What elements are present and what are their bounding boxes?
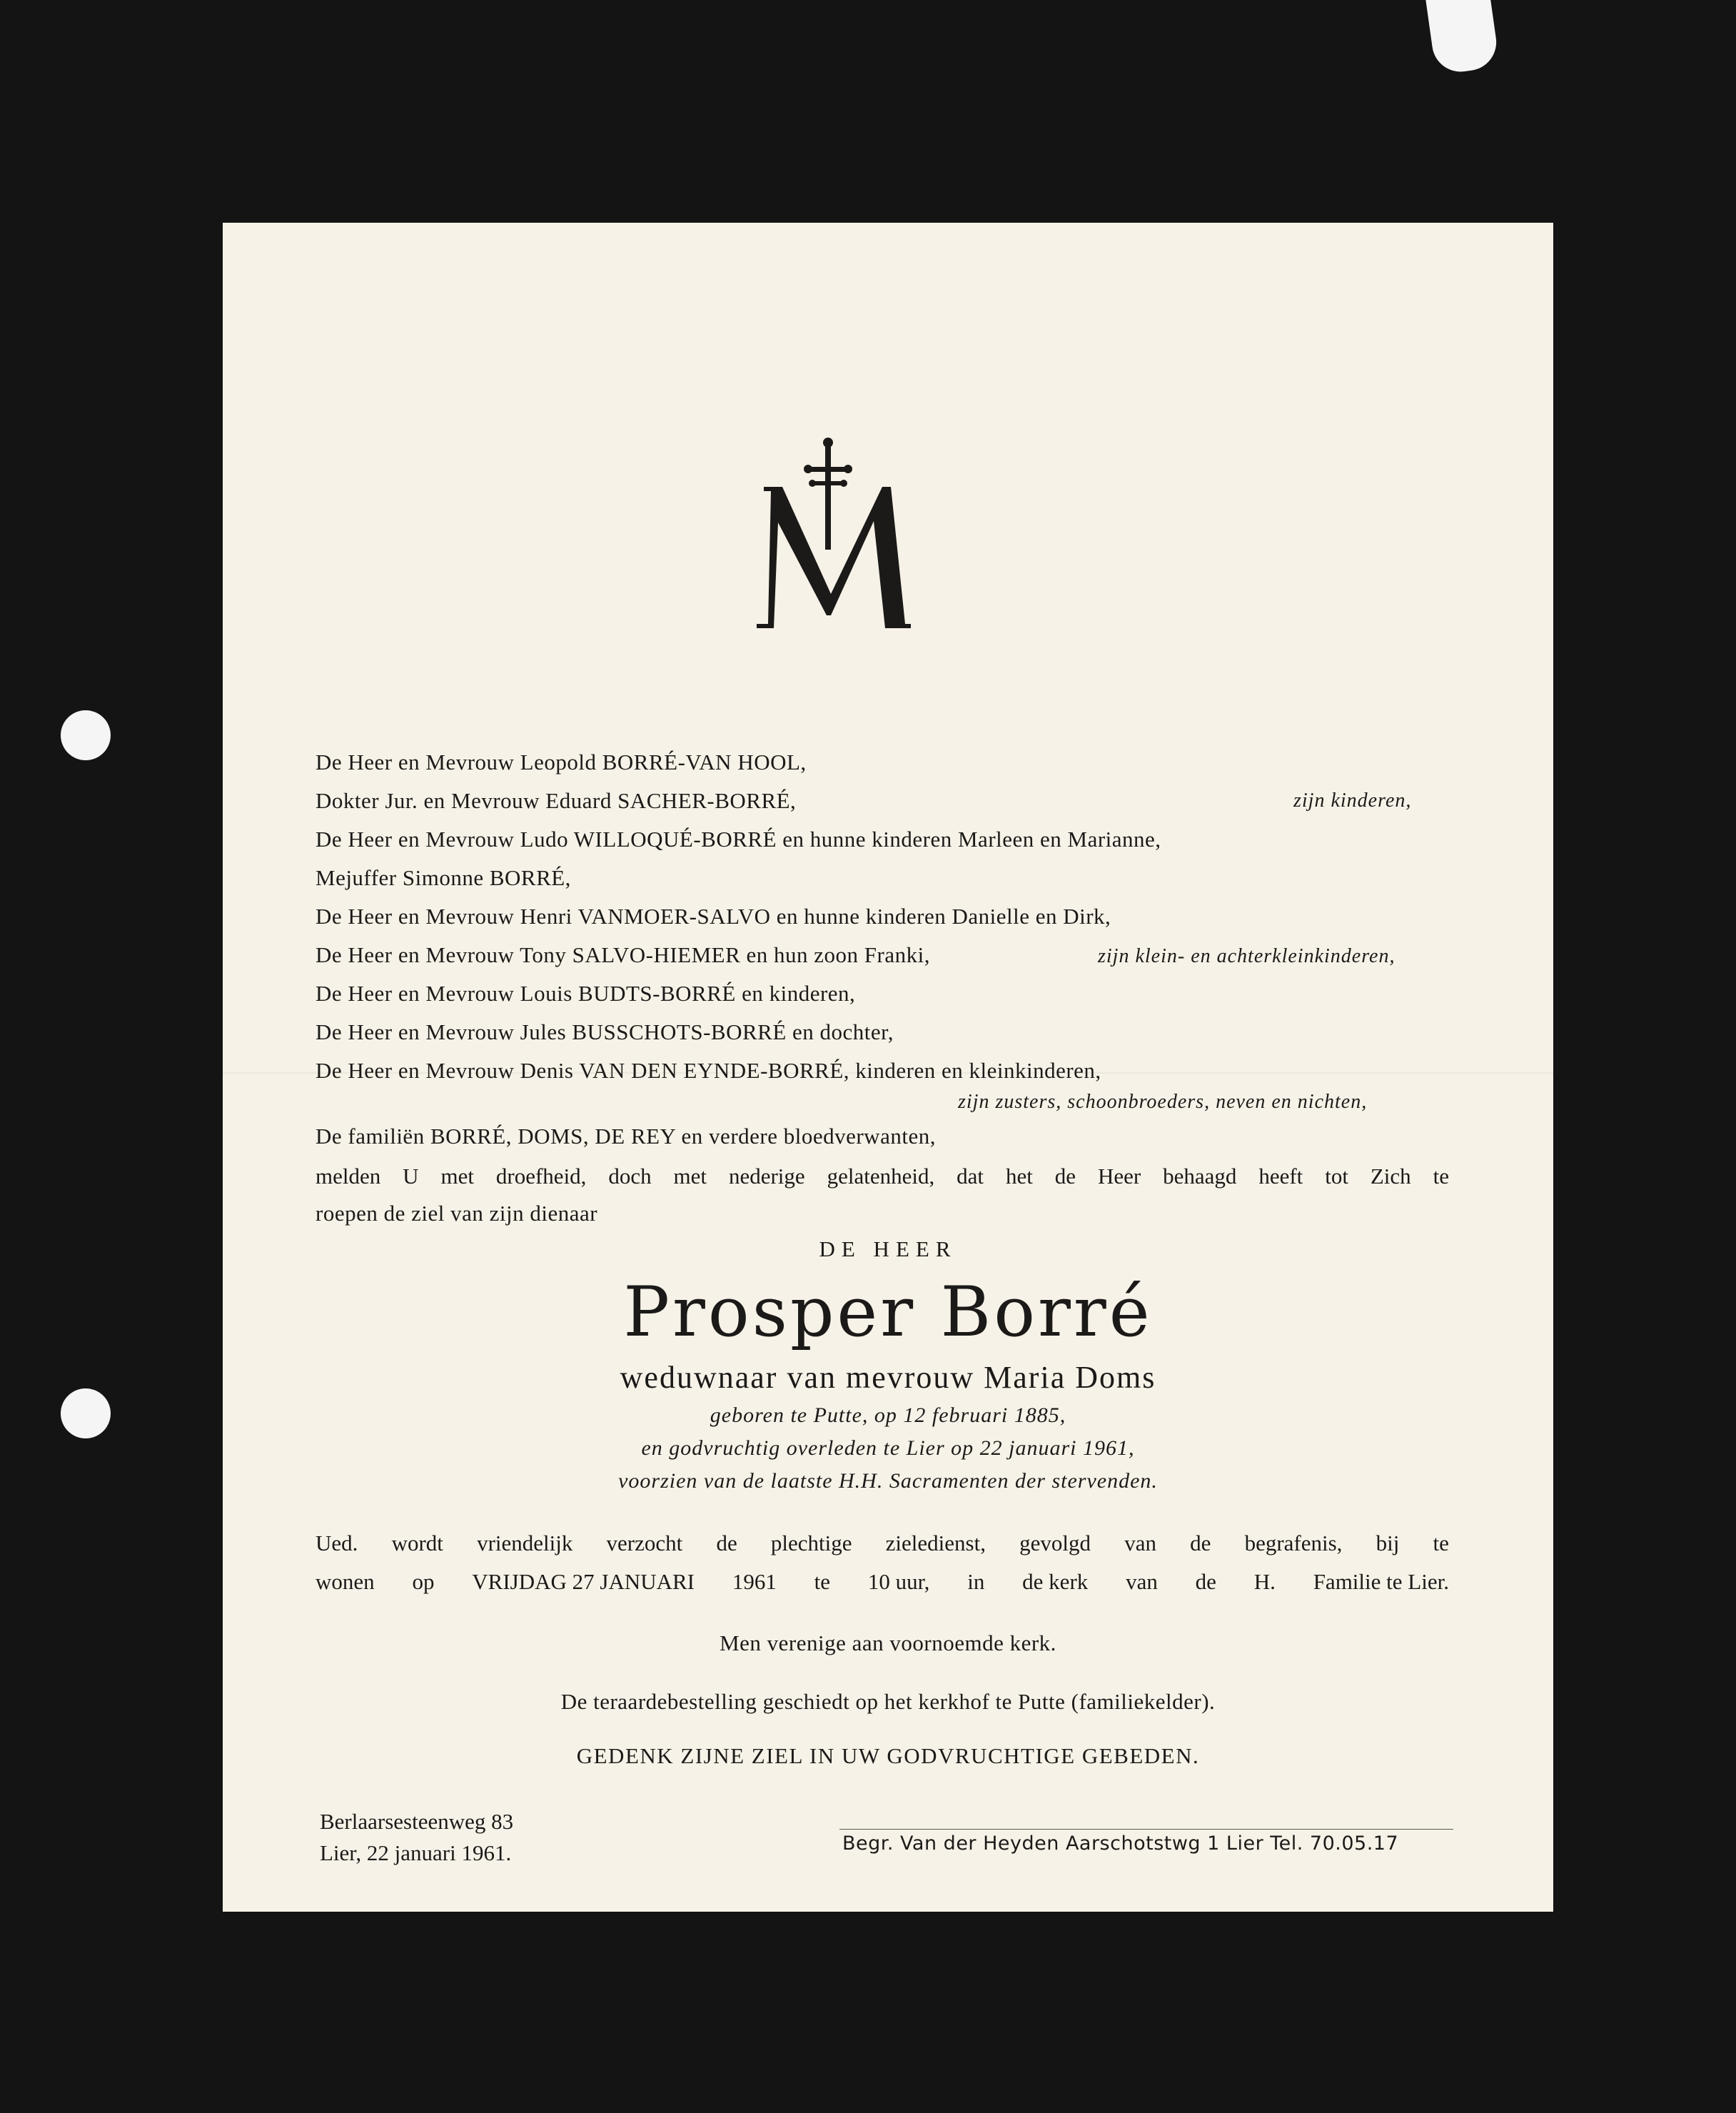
- note-zusters: zijn zusters, schoonbroeders, neven en nichten,: [958, 1091, 1368, 1113]
- announcement-word: te: [1433, 1164, 1449, 1189]
- announcement-word: het: [1005, 1164, 1033, 1189]
- service-word: de: [716, 1530, 737, 1555]
- family-line-4: Mejuffer Simonne BORRÉ,: [316, 865, 571, 890]
- service-word: te: [1433, 1530, 1449, 1555]
- service-word: bij: [1376, 1530, 1400, 1555]
- announcement-word: doch: [608, 1164, 652, 1189]
- printer-credit: Begr. Van der Heyden Aarschotstwg 1 Lier Tel. 70.05.17: [842, 1832, 1399, 1855]
- service-word: van: [1124, 1530, 1156, 1555]
- service-line-2: [316, 1569, 1449, 1595]
- service-time: 10 uur,: [867, 1569, 930, 1594]
- place-date-line: Lier, 22 januari 1961.: [320, 1840, 512, 1865]
- service-word: van: [1126, 1569, 1158, 1594]
- announcement-line-1: [316, 1164, 1449, 1189]
- announcement-word: dat: [957, 1164, 984, 1189]
- service-word: de kerk: [1022, 1569, 1089, 1594]
- deceased-title: DE HEER: [819, 1236, 957, 1261]
- service-word: plechtige: [770, 1530, 852, 1555]
- family-line-5: De Heer en Mevrouw Henri VANMOER-SALVO en hunne kinderen Danielle en Dirk,: [316, 904, 1111, 929]
- service-word: op: [412, 1569, 435, 1594]
- announcement-word: heeft: [1258, 1164, 1303, 1189]
- family-line-1: De Heer en Mevrouw Leopold BORRÉ-VAN HOOL,: [316, 750, 807, 775]
- announcement-word: melden: [316, 1164, 381, 1189]
- sacraments-line: voorzien van de laatste H.H. Sacramenten der stervenden.: [618, 1469, 1158, 1493]
- service-word: Ued.: [316, 1530, 358, 1555]
- service-word: begrafenis,: [1244, 1530, 1343, 1555]
- service-word: gevolgd: [1019, 1530, 1091, 1555]
- service-word: wonen: [316, 1569, 375, 1594]
- note-kleinkinderen: zijn klein- en achterkleinkinderen,: [1098, 945, 1396, 967]
- service-word: de: [1190, 1530, 1211, 1555]
- service-line-1: [316, 1530, 1449, 1556]
- announcement-word: met: [440, 1164, 474, 1189]
- gather-line: Men verenige aan voornoemde kerk.: [720, 1630, 1056, 1655]
- died-line: en godvruchtig overleden te Lier op 22 januari 1961,: [641, 1436, 1135, 1460]
- family-line-7: De Heer en Mevrouw Louis BUDTS-BORRÉ en kinderen,: [316, 981, 856, 1006]
- service-word: 1961: [732, 1569, 777, 1594]
- family-line-2: Dokter Jur. en Mevrouw Eduard SACHER-BORRÉ,: [316, 788, 797, 813]
- family-line-3: De Heer en Mevrouw Ludo WILLOQUÉ-BORRÉ en hunne kinderen Marleen en Marianne,: [316, 827, 1161, 852]
- announcement-word: U: [403, 1164, 419, 1189]
- service-word: vriendelijk: [477, 1530, 573, 1555]
- death-notice-card: [223, 223, 1553, 1912]
- service-word: verzocht: [606, 1530, 683, 1555]
- punch-hole-bottom: [61, 1388, 111, 1438]
- burial-line: De teraardebestelling geschiedt op het kerkhof te Putte (familiekelder).: [560, 1689, 1216, 1714]
- announcement-word: droefheid,: [495, 1164, 587, 1189]
- announcement-word: de: [1054, 1164, 1076, 1189]
- service-word: in: [967, 1569, 985, 1594]
- marian-monogram-cross-icon: [742, 437, 914, 637]
- family-line-10: De familiën BORRÉ, DOMS, DE REY en verdere bloedverwanten,: [316, 1124, 936, 1149]
- family-line-9: De Heer en Mevrouw Denis VAN DEN EYNDE-BORRÉ, kinderen en kleinkinderen,: [316, 1058, 1101, 1083]
- service-word: de: [1195, 1569, 1216, 1594]
- announcement-line-2: roepen de ziel van zijn dienaar: [316, 1201, 598, 1226]
- announcement-word: Zich: [1370, 1164, 1411, 1189]
- prayer-line: GEDENK ZIJNE ZIEL IN UW GODVRUCHTIGE GEBEDEN.: [576, 1743, 1200, 1768]
- note-kinderen: zijn kinderen,: [1293, 790, 1412, 812]
- family-line-8: De Heer en Mevrouw Jules BUSSCHOTS-BORRÉ en dochter,: [316, 1019, 894, 1044]
- service-word: wordt: [391, 1530, 443, 1555]
- announcement-word: Heer: [1097, 1164, 1141, 1189]
- service-word: zieledienst,: [885, 1530, 986, 1555]
- service-word: te: [814, 1569, 831, 1594]
- announcement-word: nederige: [728, 1164, 805, 1189]
- printer-rule: [839, 1829, 1453, 1830]
- deceased-name: Prosper Borré: [623, 1272, 1153, 1352]
- service-date: VRIJDAG 27 JANUARI: [472, 1569, 695, 1594]
- service-word: Familie te Lier.: [1313, 1569, 1449, 1594]
- announcement-word: met: [673, 1164, 707, 1189]
- service-word: H.: [1253, 1569, 1276, 1594]
- announcement-word: behaagd: [1163, 1164, 1237, 1189]
- announcement-word: gelatenheid,: [827, 1164, 935, 1189]
- family-line-6: De Heer en Mevrouw Tony SALVO-HIEMER en hun zoon Franki,: [316, 942, 930, 967]
- announcement-word: tot: [1325, 1164, 1348, 1189]
- widower-line: weduwnaar van mevrouw Maria Doms: [620, 1360, 1156, 1395]
- born-line: geboren te Putte, op 12 februari 1885,: [710, 1403, 1066, 1427]
- punch-hole-top: [61, 710, 111, 760]
- address-line: Berlaarsesteenweg 83: [320, 1809, 514, 1834]
